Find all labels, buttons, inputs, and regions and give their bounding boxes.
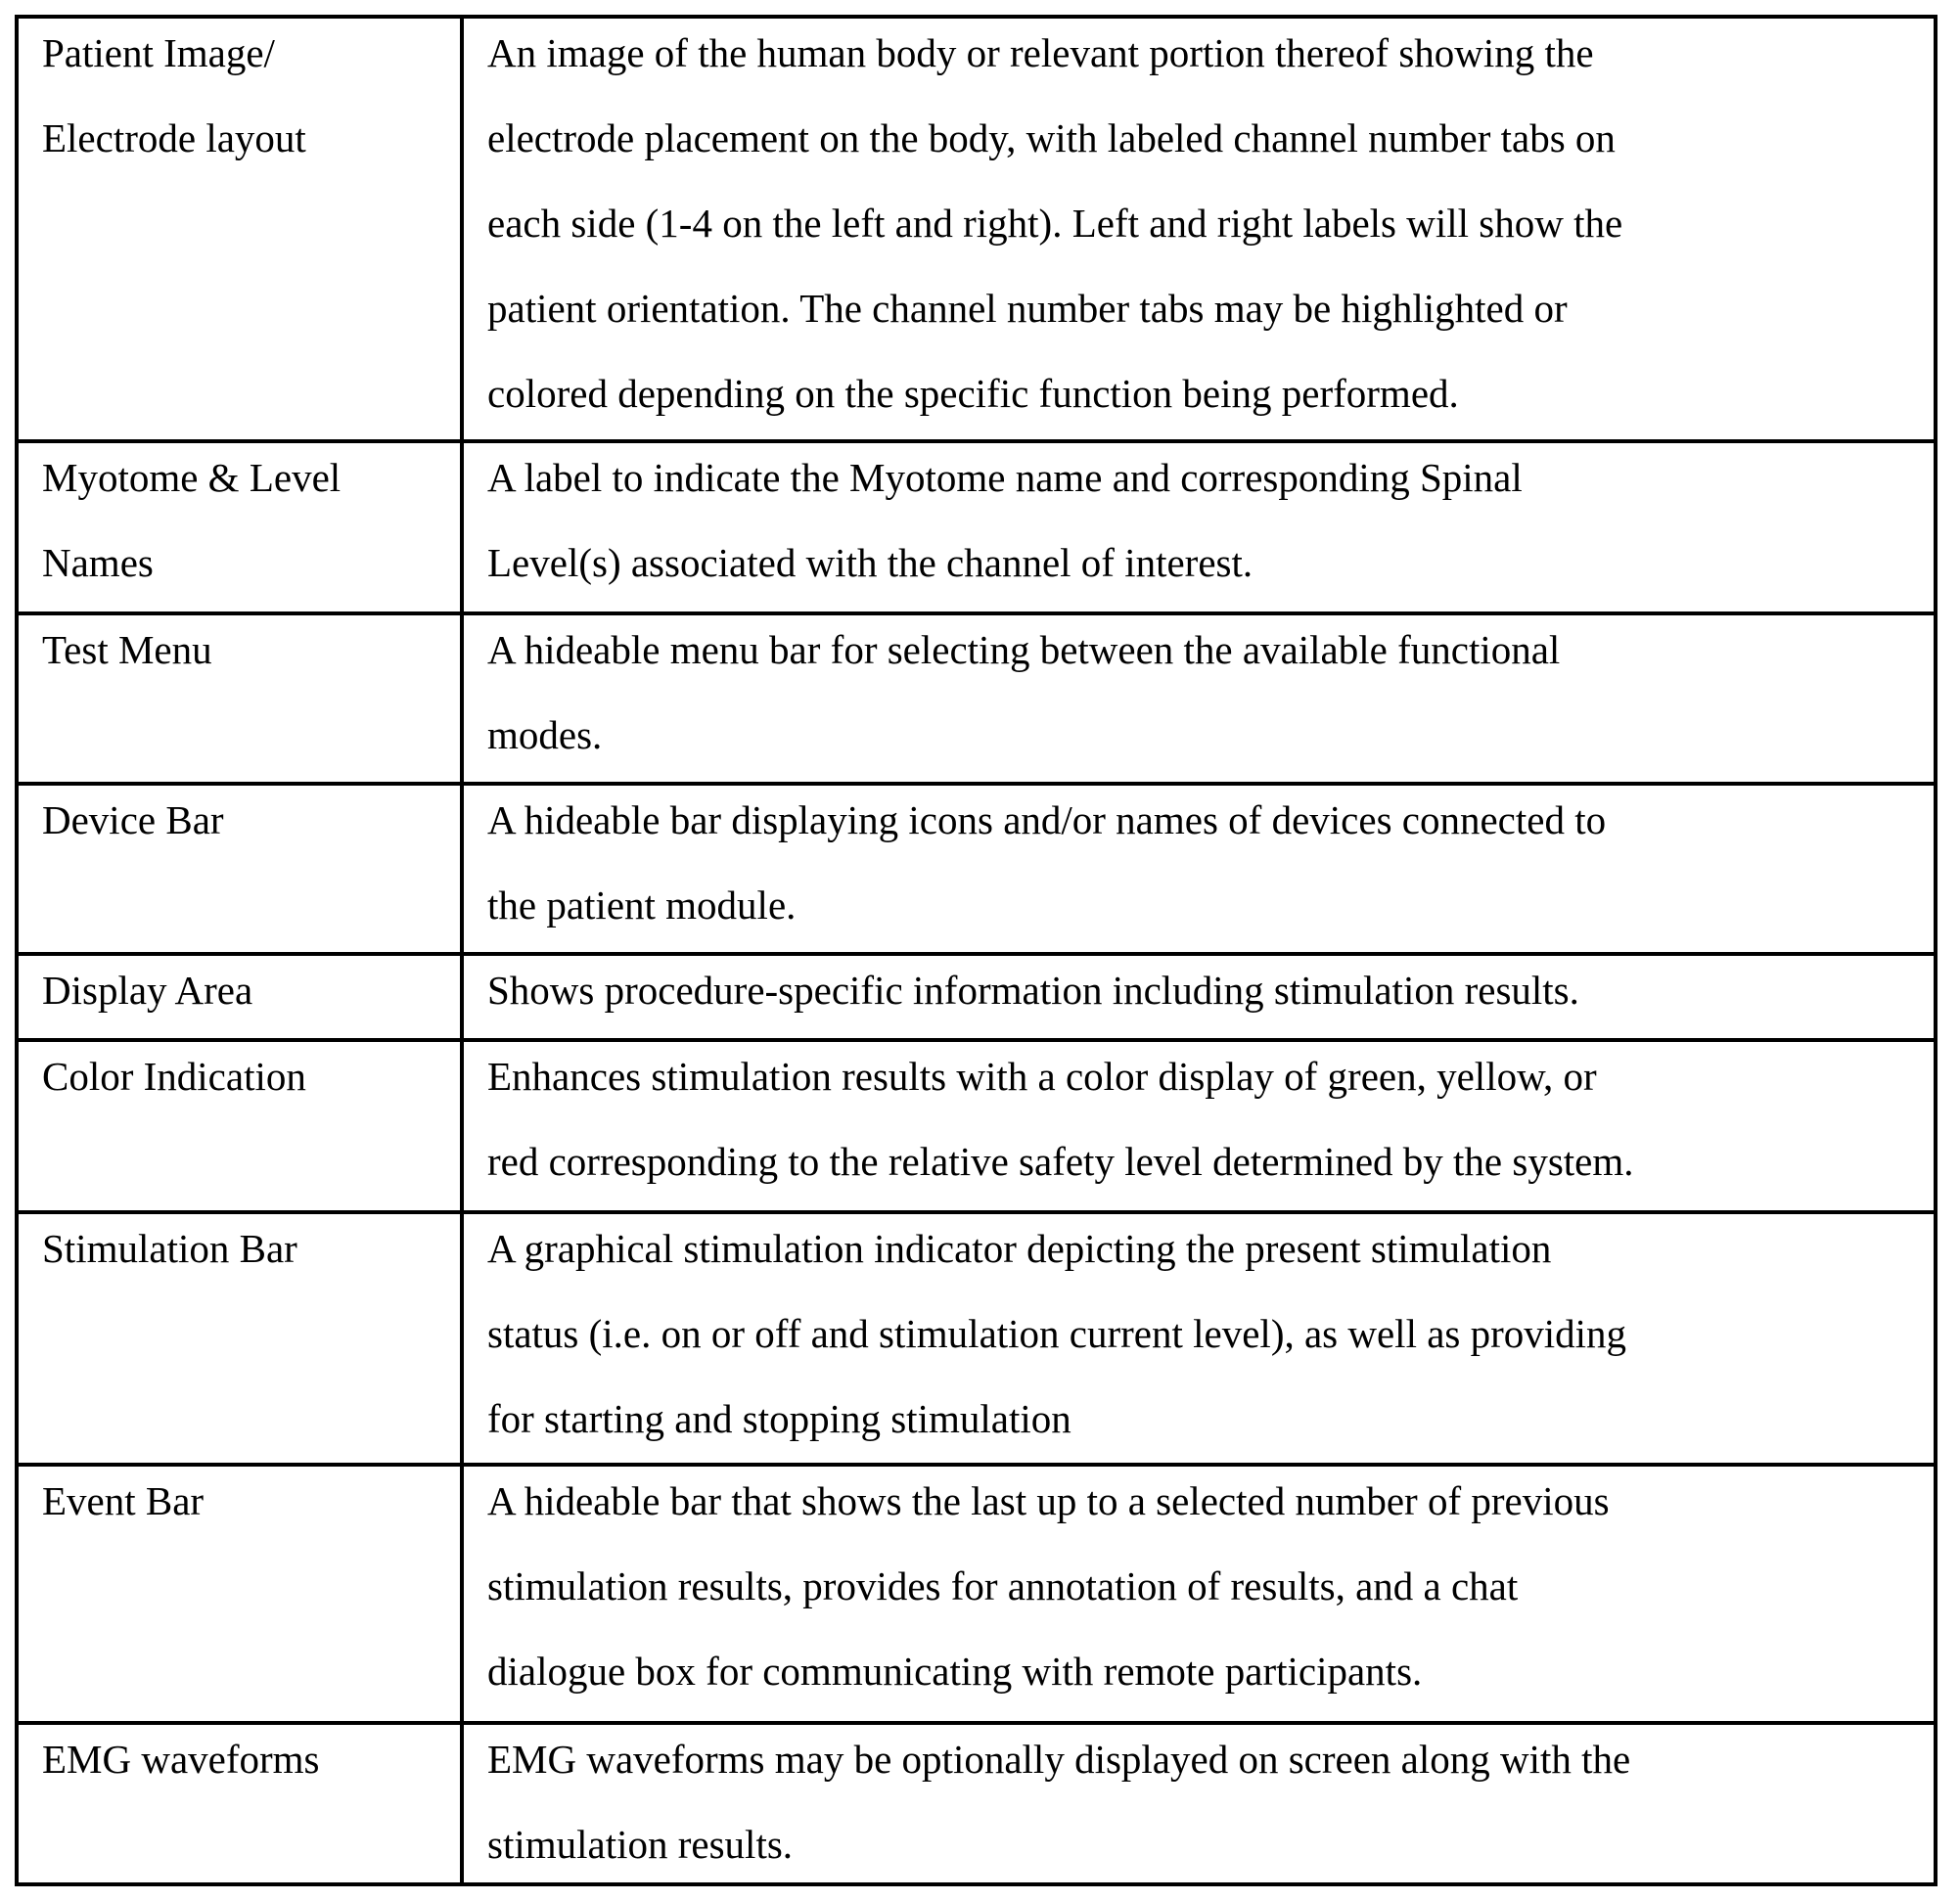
description-cell xyxy=(464,1725,1934,1882)
description-cell xyxy=(464,19,1934,439)
feature-description: An image of the human body or relevant portion thereof showing the electrode placement on the body, with labeled channel number tabs on each side (1-4 on the left and right). Left and right labels will show the patient orientation. The channel number tabs may be highlighted or colored depending on the specific function being performed. xyxy=(487,30,1623,416)
feature-description: A hideable menu bar for selecting between the available functional modes. xyxy=(487,627,1561,757)
feature-cell xyxy=(19,1467,464,1721)
description-cell xyxy=(464,1042,1934,1210)
feature-cell xyxy=(19,615,464,782)
feature-description: A graphical stimulation indicator depicting the present stimulation status (i.e. on or off and stimulation current level), as well as providing for starting and stopping stimulation xyxy=(487,1226,1627,1441)
feature-label: Color Indication xyxy=(42,1054,306,1099)
feature-cell xyxy=(19,1214,464,1463)
table-row-emg-waveforms xyxy=(19,1725,1934,1882)
feature-cell xyxy=(19,956,464,1038)
feature-description: Enhances stimulation results with a color display of green, yellow, or red corresponding to the relative safety level determined by the system. xyxy=(487,1054,1634,1184)
feature-description: Shows procedure-specific information including stimulation results. xyxy=(487,968,1579,1013)
feature-description: A hideable bar that shows the last up to a selected number of previous stimulation results, provides for annotation of results, and a chat dialogue box for communicating with remote participants. xyxy=(487,1478,1610,1694)
description-cell xyxy=(464,615,1934,782)
feature-label: Event Bar xyxy=(42,1478,205,1523)
feature-label: Display Area xyxy=(42,968,253,1013)
feature-description: EMG waveforms may be optionally displayed on screen along with the stimulation results. xyxy=(487,1737,1631,1867)
feature-label: Device Bar xyxy=(42,797,224,842)
feature-cell xyxy=(19,443,464,611)
description-cell xyxy=(464,786,1934,952)
feature-label: Myotome & Level Names xyxy=(42,455,342,585)
table-row-myotome-level-names xyxy=(19,443,1934,615)
description-cell xyxy=(464,1214,1934,1463)
feature-cell xyxy=(19,1042,464,1210)
feature-cell xyxy=(19,1725,464,1882)
table-row-stimulation-bar xyxy=(19,1214,1934,1467)
table-row-color-indication xyxy=(19,1042,1934,1214)
table-row-device-bar xyxy=(19,786,1934,956)
table-row-patient-image xyxy=(19,19,1934,443)
feature-label: Test Menu xyxy=(42,627,212,672)
feature-description: A hideable bar displaying icons and/or names of devices connected to the patient module. xyxy=(487,797,1607,928)
feature-description: A label to indicate the Myotome name and corresponding Spinal Level(s) associated with the channel of interest. xyxy=(487,455,1523,585)
description-cell xyxy=(464,1467,1934,1721)
feature-label: Patient Image/ Electrode layout xyxy=(42,30,306,160)
description-cell xyxy=(464,956,1934,1038)
table-row-test-menu xyxy=(19,615,1934,786)
feature-cell xyxy=(19,786,464,952)
feature-label: Stimulation Bar xyxy=(42,1226,297,1271)
table-row-event-bar xyxy=(19,1467,1934,1725)
feature-cell xyxy=(19,19,464,439)
table-row-display-area xyxy=(19,956,1934,1042)
description-cell xyxy=(464,443,1934,611)
feature-description-table xyxy=(15,15,1937,1886)
feature-label: EMG waveforms xyxy=(42,1737,320,1782)
